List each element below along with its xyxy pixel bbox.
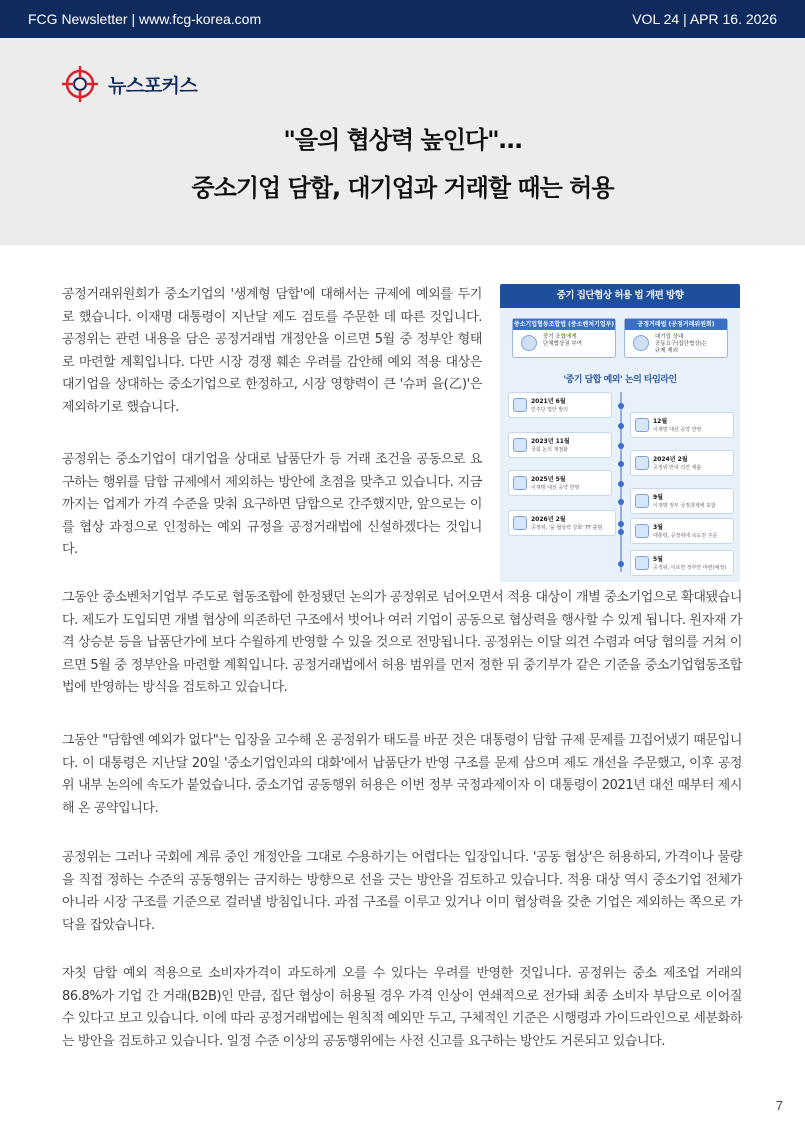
timeline-item: 12월 이재명 대선 공약 반영 — [630, 412, 734, 438]
timeline-subtitle: '중기 담합 예외' 논의 타임라인 — [563, 375, 677, 385]
page-number: 7 — [775, 1098, 783, 1113]
document-icon — [513, 438, 527, 452]
body-paragraph-4: 그동안 "담합엔 예외가 없다"는 입장을 고수해 온 공정위가 태도를 바꾼 것은 대통령이 담합 규제 문제를 끄집어냈기 때문입니다. 이 대통령은 지난달 20일 '중소기업인과의 대화'에서 납품단가 반영 구조를 문제 삼으며 제도 개선을 주문했고, 이후 공정위 내부 논의에 속도가 붙었습니다. 중소기업 공동행위 허용은 이번 정부 국정과제이자 이 대통령이 2021년 대선 때부터 제시해 온 공약입니다. — [62, 733, 742, 816]
body-paragraph-1: 공정거래위원회가 중소기업의 '생계형 담합'에 대해서는 규제에 예외를 두기로 했습니다. 이재명 대통령이 지난달 제도 검토를 주문한 데 따른 것입니다. 공정위는 관련 내용을 담은 공정거래법 개정안을 이르면 5월 중 정부안 형태로 마련할 계획입니다. 다만 시장 경쟁 훼손 우려를 감안해 예외 적용 대상은 대기업을 상대하는 중소기업으로 한정하고, 시장 영향력이 큰 '슈퍼 을(乙)'은 제외하기로 했습니다. — [62, 287, 482, 415]
body-paragraph-3: 그동안 중소벤처기업부 주도로 협동조합에 한정됐던 논의가 공정위로 넘어오면서 적용 대상이 개별 중소기업으로 확대됐습니다. 제도가 도입되면 개별 협상에 의존하던 구조에서 벗어나 여러 기업이 공동으로 협상력을 행사할 수 있게 됩니다. 원자재 가격 상승분 등을 납품단가에 보다 수월하게 반영할 수 있을 것으로 전망됩니다. 공정위는 이달 의견 수렴과 여당 협의를 거쳐 이르면 5월 중 정부안을 마련할 계획입니다. 공정거래법에서 허용 범위를 먼저 정한 뒤 중기부가 같은 기준을 중소기업협동조합법에 반영하는 방식을 검토하고 있습니다. — [62, 590, 742, 695]
people-icon — [513, 516, 527, 530]
shield-icon — [635, 456, 649, 470]
timeline-dot — [618, 481, 624, 487]
timeline-item: 2025년 5월 이재명 대선 공약 반영 — [508, 470, 612, 496]
timeline-dot — [618, 443, 624, 449]
sme-cooperative-act-box: 중소기업협동조합법 (중소벤처기업부) 중기 조합에게 단체협상권 부여 — [512, 318, 616, 358]
timeline-dot — [618, 461, 624, 467]
newsletter-header-bar — [0, 0, 805, 38]
infographic-title: 중기 집단협상 허용 법 개편 방향 — [500, 284, 740, 308]
body-paragraph-6: 자칫 담합 예외 적용으로 소비자가격이 과도하게 오를 수 있다는 우려를 반영한 것입니다. 공정위는 중소 제조업 거래의 86.8%가 기업 간 거래(B2B)인 만큼, 집단 협상이 허용될 경우 가격 인상이 연쇄적으로 전가돼 최종 소비자 부담으로 이어질 수 있다고 보고 있습니다. 이에 따라 공정거래법에는 원칙적 예외만 두고, 구체적인 기준은 시행령과 가이드라인으로 세분화하는 방안을 검토하고 있습니다. 일정 수준 이상의 공동행위에는 사전 신고를 요구하는 방안도 거론되고 있습니다. — [62, 966, 742, 1049]
timeline-dot — [618, 521, 624, 527]
timeline-dot — [618, 561, 624, 567]
timeline-item: 5월 공정위, 이르면 정부안 마련(예정) — [630, 550, 734, 576]
crosshair-icon — [60, 64, 100, 104]
handshake-icon — [521, 335, 537, 351]
timeline-item: 2026년 2월 공정위, '을 협상력 강화' TF 출범 — [508, 510, 616, 536]
checklist-icon — [635, 556, 649, 570]
timeline-dot — [618, 499, 624, 505]
timeline-item: 2023년 11월 국회 논의 재점화 — [508, 432, 612, 458]
issue-date: VOL 24 | APR 16. 2026 — [632, 11, 777, 27]
fair-trade-act-box: 공정거래법 (공정거래위원회) 대기업 상대 공동요구(집단협상)는 규제 제외 — [624, 318, 728, 358]
gear-icon — [633, 335, 649, 351]
headline-line-2: 중소기업 담합, 대기업과 거래할 때는 허용 — [191, 174, 614, 202]
logo-text: 뉴스포커스 — [108, 74, 198, 97]
infographic — [500, 284, 740, 582]
timeline-item: 9월 이재명 정부 국정과제에 포함 — [630, 488, 734, 514]
timeline-item: 3월 대통령, 공정위에 속도전 주문 — [630, 518, 734, 544]
newsletter-site: FCG Newsletter | www.fcg-korea.com — [28, 11, 262, 27]
body-paragraph-2: 공정위는 중소기업이 대기업을 상대로 납품단가 등 거래 조건을 공동으로 요구하는 행위를 담합 규제에서 제외하는 방안에 초점을 맞추고 있습니다. 지금까지는 업계가 가격 수준을 맞춰 요구하면 담합으로 간주했지만, 앞으로는 이를 협상 과정으로 인정하는 예외 규정을 공정거래법에 신설하겠다는 것입니다. — [62, 452, 482, 557]
timeline-dot — [618, 529, 624, 535]
news-focus-logo — [60, 64, 197, 104]
headline-line-1: "을의 협상력 높인다"… — [283, 126, 522, 154]
ballot-icon — [513, 476, 527, 490]
building-icon — [635, 418, 649, 432]
timeline-dot — [618, 403, 624, 409]
body-paragraph-5: 공정위는 그러나 국회에 계류 중인 개정안을 그대로 수용하기는 어렵다는 입장입니다. '공동 협상'은 허용하되, 가격이나 물량을 직접 정하는 수준의 공동행위는 금지하는 방향으로 선을 긋는 방안을 검토하고 있습니다. 적용 대상 역시 중소기업 전체가 아니라 시장 구조를 기준으로 걸러낼 방침입니다. 과점 구조를 이루고 있거나 이미 협상력을 갖춘 기업은 제외하는 쪽으로 가닥을 잡았습니다. — [62, 850, 742, 933]
timeline-dot — [618, 423, 624, 429]
government-icon — [635, 494, 649, 508]
timeline-item: 2021년 6월 민주당 법안 발의 — [508, 392, 612, 418]
megaphone-icon — [635, 524, 649, 538]
title-banner — [0, 38, 805, 245]
document-icon — [513, 398, 527, 412]
timeline-item: 2024년 2월 공정위 반대 의견 제출 — [630, 450, 734, 476]
